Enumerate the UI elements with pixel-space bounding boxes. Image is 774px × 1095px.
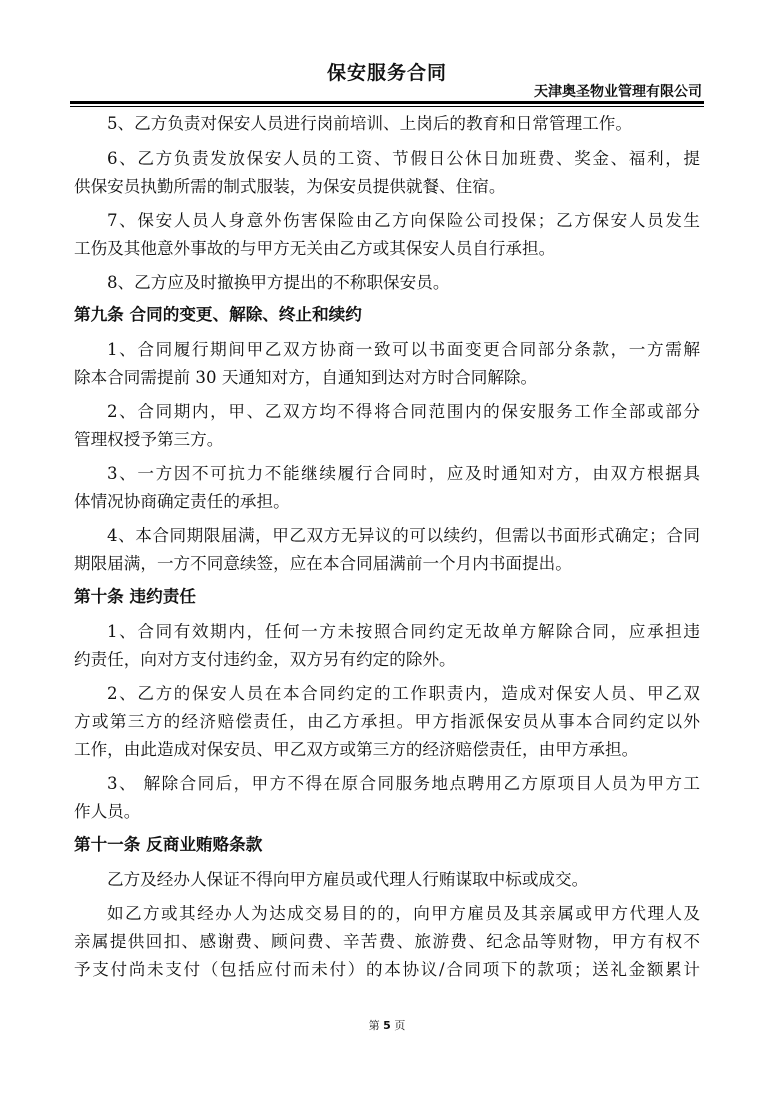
page-suffix: 页 xyxy=(394,1019,406,1032)
paragraph-line: 期限届满，一方不同意续签，应在本合同届满前一个月内书面提出。 xyxy=(74,554,572,573)
paragraph-line: 工作，由此造成对保安员、甲乙双方或第三方的经济赔偿责任，由甲方承担。 xyxy=(74,740,639,759)
paragraph-line: 方或第三方的经济赔偿责任，由乙方承担。甲方指派保安员从事本合同约定以外 xyxy=(74,712,700,731)
document-title: 保安服务合同 xyxy=(326,62,447,84)
paragraph-line: 6、乙方负责发放保安人员的工资、节假日公休日加班费、奖金、福利，提 xyxy=(107,149,700,168)
paragraph-line: 乙方及经办人保证不得向甲方雇员或代理人行贿谋取中标或成交。 xyxy=(107,870,589,889)
paragraph-line: 1、合同履行期间甲乙双方协商一致可以书面变更合同部分条款，一方需解 xyxy=(107,340,700,359)
page-prefix: 第 xyxy=(368,1019,380,1032)
paragraph-line: 8、乙方应及时撤换甲方提出的不称职保安员。 xyxy=(107,273,450,292)
page-number: 5 xyxy=(383,1019,391,1032)
paragraph-line: 2、合同期内，甲、乙双方均不得将合同范围内的保安服务工作全部或部分 xyxy=(107,402,700,421)
company-name: 天津奥圣物业管理有限公司 xyxy=(534,84,702,100)
paragraph-line: 亲属提供回扣、感谢费、顾问费、辛苦费、旅游费、纪念品等财物，甲方有权不 xyxy=(74,932,700,951)
section-heading-article-10: 第十条 违约责任 xyxy=(74,587,196,606)
page-footer xyxy=(0,1017,774,1033)
paragraph-line: 4、本合同期限届满，甲乙双方无异议的可以续约，但需以书面形式确定；合同 xyxy=(107,526,700,545)
section-heading-article-11: 第十一条 反商业贿赂条款 xyxy=(74,835,263,854)
paragraph-line: 约责任，向对方支付违约金，双方另有约定的除外。 xyxy=(74,650,456,669)
header-rule-thick xyxy=(70,101,704,104)
paragraph-line: 供保安员执勤所需的制式服装，为保安员提供就餐、住宿。 xyxy=(74,177,506,196)
paragraph-line: 5、乙方负责对保安人员进行岗前培训、上岗后的教育和日常管理工作。 xyxy=(107,114,632,133)
paragraph-line: 7、保安人员人身意外伤害保险由乙方向保险公司投保；乙方保安人员发生 xyxy=(107,211,700,230)
paragraph-line: 予支付尚未支付（包括应付而未付）的本协议/合同项下的款项；送礼金额累计 xyxy=(74,960,700,979)
paragraph-line: 作人员。 xyxy=(74,802,141,821)
paragraph-line: 如乙方或其经办人为达成交易目的的，向甲方雇员及其亲属或甲方代理人及 xyxy=(107,904,700,923)
paragraph-line: 3、 解除合同后，甲方不得在原合同服务地点聘用乙方原项目人员为甲方工 xyxy=(107,774,700,793)
section-heading-article-9: 第九条 合同的变更、解除、终止和续约 xyxy=(74,305,362,324)
paragraph-line: 体情况协商确定责任的承担。 xyxy=(74,492,290,511)
paragraph-line: 除本合同需提前 30 天通知对方，自通知到达对方时合同解除。 xyxy=(74,368,538,387)
paragraph-line: 管理权授予第三方。 xyxy=(74,430,224,449)
paragraph-line: 工伤及其他意外事故的与甲方无关由乙方或其保安人员自行承担。 xyxy=(74,239,556,258)
paragraph-line: 1、合同有效期内，任何一方未按照合同约定无故单方解除合同，应承担违 xyxy=(107,622,700,641)
header-rule-thin xyxy=(70,106,704,107)
paragraph-line: 2、乙方的保安人员在本合同约定的工作职责内，造成对保安人员、甲乙双 xyxy=(107,684,700,703)
paragraph-line: 3、一方因不可抗力不能继续履行合同时，应及时通知对方，由双方根据具 xyxy=(107,464,700,483)
